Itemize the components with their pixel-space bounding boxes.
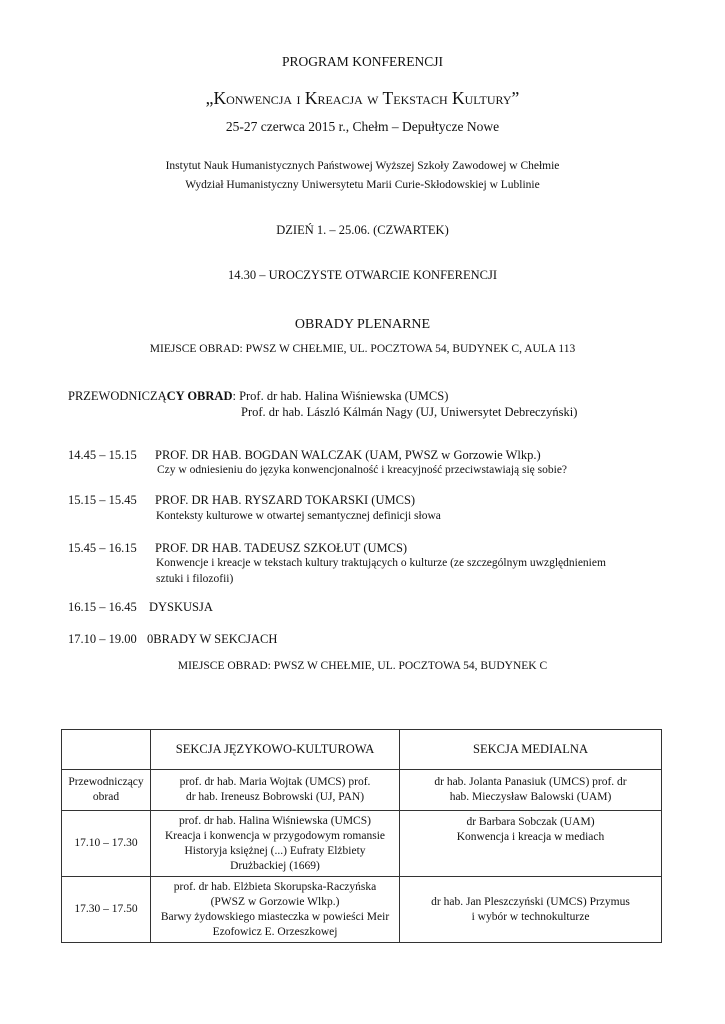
cell-line: Ezofowicz E. Orzeszkowej xyxy=(212,925,338,938)
linguistic-cell xyxy=(151,770,400,811)
date-place: 25-27 czerwca 2015 r., Chełm – Depułtycze Nowe xyxy=(225,119,500,134)
table-row xyxy=(62,770,662,811)
cell-line: Historyja księżnej (...) Eufraty Elżbiety xyxy=(184,844,366,857)
sections-label: 0BRADY W SEKCJACH xyxy=(147,632,278,646)
talk-topic: Konteksty kulturowe w otwartej semantycznej definicji słowa xyxy=(156,510,441,522)
cell-line: Drużbackiej (1669) xyxy=(230,859,320,872)
table-row xyxy=(62,811,662,877)
sections-place: MIEJSCE OBRAD: PWSZ W CHEŁMIE, UL. POCZTOWA 54, BUDYNEK C xyxy=(177,660,548,672)
talk-speaker: PROF. DR HAB. BOGDAN WALCZAK (UAM, PWSZ w Gorzowie Wlkp.) xyxy=(155,448,541,462)
table-row xyxy=(62,877,662,943)
conference-title: „Konwencja i Kreacja w Tekstach Kultury” xyxy=(205,88,520,108)
cell-line: Konwencja i kreacja w mediach xyxy=(456,831,605,843)
media-cell xyxy=(400,811,662,877)
cell-line: 17.10 – 17.30 xyxy=(74,837,138,849)
cell-line: dr hab. Jolanta Panasiuk (UMCS) prof. dr xyxy=(434,776,627,788)
chair-1: : Prof. dr hab. Halina Wiśniewska (UMCS) xyxy=(232,389,449,403)
chairs-line-1 xyxy=(68,389,448,404)
cell-line: dr Barbara Sobczak (UAM) xyxy=(466,816,595,828)
table-header-row xyxy=(62,730,662,770)
cell-line: 17.30 – 17.50 xyxy=(74,903,138,915)
talk-topic-cont: sztuki i filozofii) xyxy=(156,573,234,585)
linguistic-cell xyxy=(151,811,400,877)
talk-topic: Czy w odniesieniu do języka konwencjonalność i kreacyjność przeciwstawiają się sobie? xyxy=(157,464,568,476)
sections-table xyxy=(61,729,662,943)
opening-line: 14.30 – UROCZYSTE OTWARCIE KONFERENCJI xyxy=(227,268,498,282)
cell-line: hab. Mieczysław Balowski (UAM) xyxy=(449,791,612,803)
cell-line: Barwy żydowskiego miasteczka w powieści Meir xyxy=(160,910,390,923)
cell-line: dr hab. Ireneusz Bobrowski (UJ, PAN) xyxy=(185,791,365,803)
day-heading: DZIEŃ 1. – 25.06. (CZWARTEK) xyxy=(276,223,449,237)
cell-line: prof. dr hab. Elżbieta Skorupska-Raczyńska xyxy=(173,880,377,893)
discussion-time: 16.15 – 16.45 xyxy=(68,600,137,614)
talk-time: 15.45 – 16.15 xyxy=(68,541,137,555)
linguistic-cell xyxy=(151,877,400,943)
row-label xyxy=(62,770,151,811)
media-cell xyxy=(400,877,662,943)
talk-topic: Konwencje i kreacje w tekstach kultury traktujących o kulturze (ze szczególnym uwzględnieniem xyxy=(156,557,606,569)
sections-time: 17.10 – 19.00 xyxy=(68,632,137,646)
chair-2: Prof. dr hab. László Kálmán Nagy (UJ, Uniwersytet Debreczyński) xyxy=(241,405,578,419)
cell-line: Kreacja i konwencja w przygodowym romansie xyxy=(164,829,386,842)
header-media-section: SEKCJA MEDIALNA xyxy=(400,730,662,770)
talk-speaker: PROF. DR HAB. RYSZARD TOKARSKI (UMCS) xyxy=(155,493,416,507)
row-label xyxy=(62,877,151,943)
cell-line: prof. dr hab. Maria Wojtak (UMCS) prof. xyxy=(179,776,371,788)
chairs-label-b: CY OBRAD xyxy=(166,389,233,403)
cell-line: dr hab. Jan Pleszczyński (UMCS) Przymus xyxy=(431,895,630,908)
organizer-2: Wydział Humanistyczny Uniwersytetu Marii Curie-Skłodowskiej w Lublinie xyxy=(185,179,540,191)
discussion-label: DYSKUSJA xyxy=(149,600,213,614)
cell-line: Przewodniczący xyxy=(68,776,144,788)
cell-line: (PWSZ w Gorzowie Wlkp.) xyxy=(210,895,340,908)
cell-line: obrad xyxy=(92,791,120,803)
talk-speaker: PROF. DR HAB. TADEUSZ SZKOŁUT (UMCS) xyxy=(155,541,408,555)
plenary-title: OBRADY PLENARNE xyxy=(294,317,431,332)
cell-line: prof. dr hab. Halina Wiśniewska (UMCS) xyxy=(179,814,371,827)
header-cell-empty xyxy=(62,730,151,770)
talk-time: 14.45 – 15.15 xyxy=(68,448,137,462)
row-label xyxy=(62,811,151,877)
organizer-1: Instytut Nauk Humanistycznych Państwowej Wyższej Szkoły Zawodowej w Chełmie xyxy=(165,160,560,172)
cell-line: i wybór w technokulturze xyxy=(471,910,590,923)
plenary-place: MIEJSCE OBRAD: PWSZ W CHEŁMIE, UL. POCZTOWA 54, BUDYNEK C, AULA 113 xyxy=(149,343,576,355)
header-linguistic-section: SEKCJA JĘZYKOWO-KULTUROWA xyxy=(151,730,400,770)
program-heading: PROGRAM KONFERENCJI xyxy=(282,54,443,69)
media-cell xyxy=(400,770,662,811)
chairs-label-a: PRZEWODNICZĄ xyxy=(68,389,167,403)
talk-time: 15.15 – 15.45 xyxy=(68,493,137,507)
